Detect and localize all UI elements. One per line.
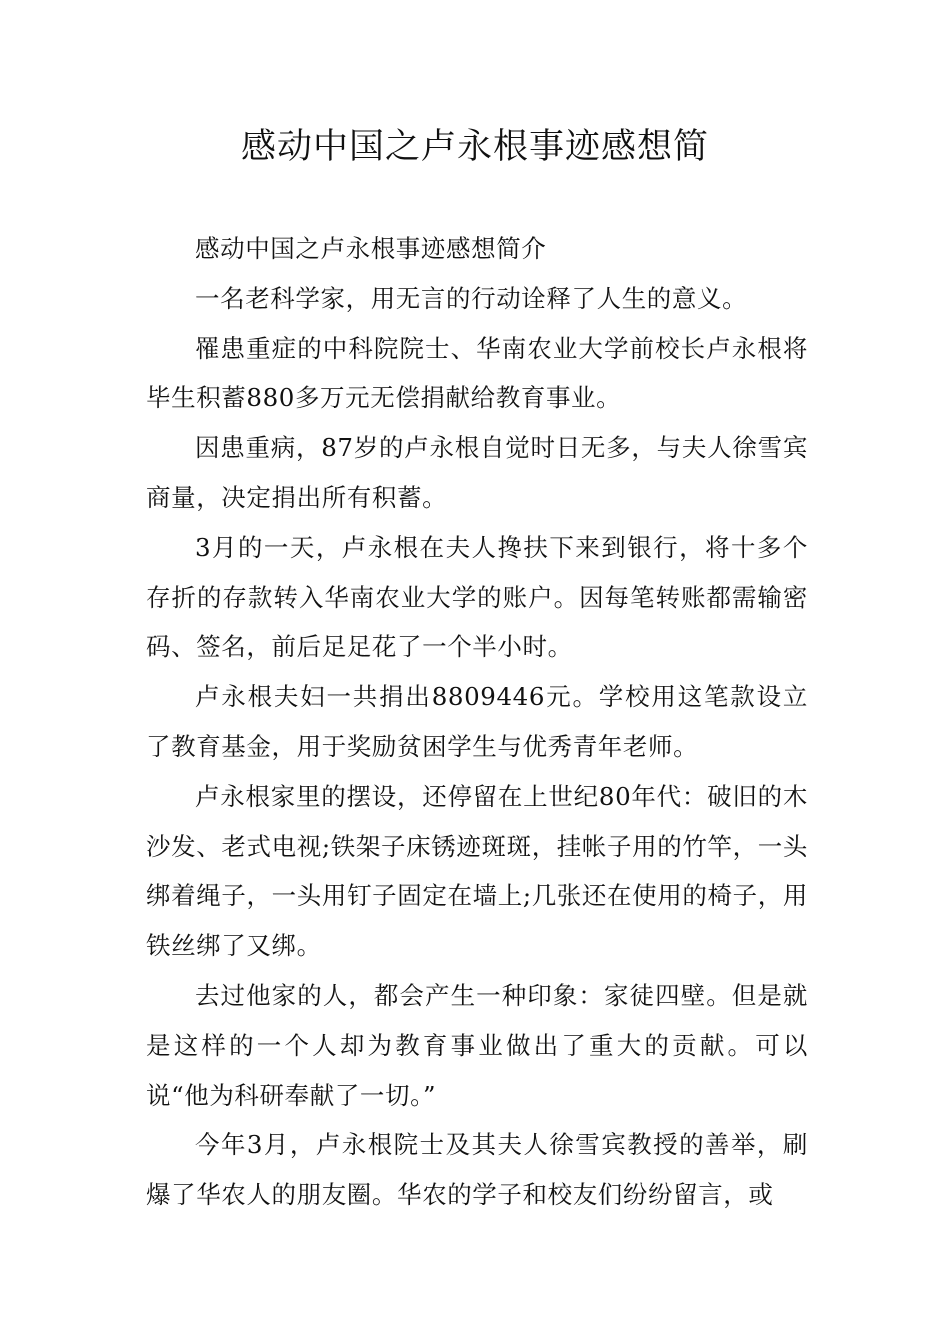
document-title: 感动中国之卢永根事迹感想简 [240, 127, 709, 167]
paragraph: 卢永根家里的摆设，还停留在上世纪80年代：破旧的木沙发、老式电视;铁架子床锈迹斑斑，挂帐子用的竹竿，一头绑着绳子，一头用钉子固定在墙上;几张还在使用的椅子，用铁丝绑了又绑。 [146, 781, 808, 961]
paragraph: 3月的一天，卢永根在夫人搀扶下来到银行，将十多个存折的存款转入华南农业大学的账户。因每笔转账都需输密码、签名，前后足足花了一个半小时。 [146, 532, 808, 662]
paragraph: 感动中国之卢永根事迹感想简介 [195, 234, 547, 263]
paragraph: 去过他家的人，都会产生一种印象：家徒四壁。但是就是这样的一个人却为教育事业做出了重大的贡献。可以说“他为科研奉献了一切。” [146, 980, 808, 1110]
document-body [146, 224, 808, 1220]
paragraph: 今年3月，卢永根院士及其夫人徐雪宾教授的善举，刷爆了华农人的朋友圈。华农的学子和校友们纷纷留言，或 [146, 1130, 808, 1210]
paragraph: 卢永根夫妇一共捐出8809446元。学校用这笔款设立了教育基金，用于奖励贫困学生与优秀青年老师。 [146, 682, 808, 761]
paragraph: 因患重病，87岁的卢永根自觉时日无多，与夫人徐雪宾商量，决定捐出所有积蓄。 [146, 433, 808, 512]
paragraph: 一名老科学家，用无言的行动诠释了人生的意义。 [195, 283, 748, 313]
paragraph: 罹患重症的中科院院士、华南农业大学前校长卢永根将毕生积蓄880多万元无偿捐献给教育事业。 [146, 333, 808, 413]
